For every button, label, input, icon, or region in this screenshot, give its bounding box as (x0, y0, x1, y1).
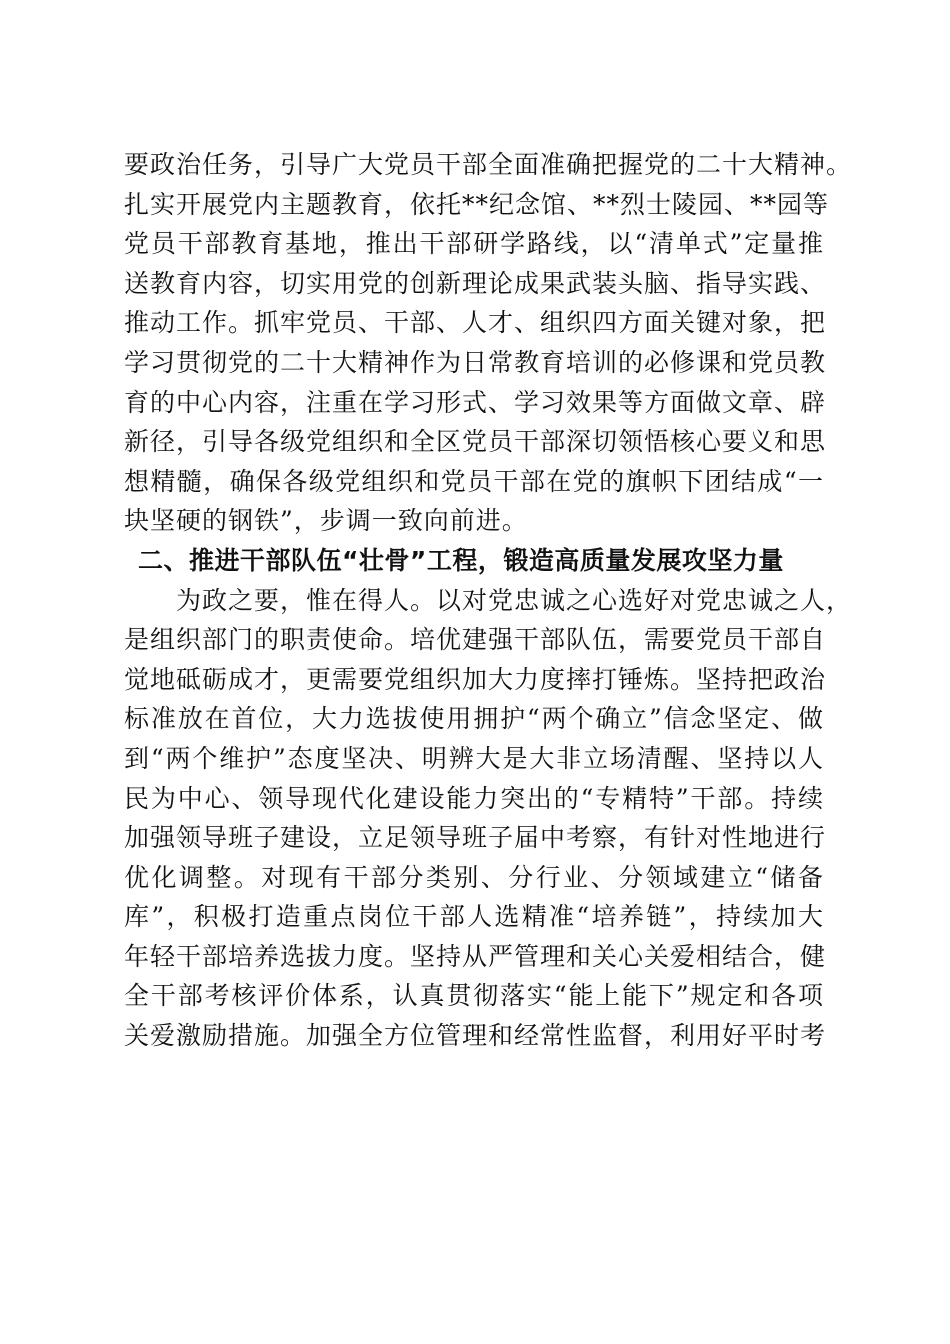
text-line: 党员干部教育基地，推出干部研学路线，以“清单式”定量推 (124, 229, 824, 259)
text-line: 关爱激励措施。加强全方位管理和经常性监督，利用好平时考 (124, 1021, 827, 1051)
text-line: 年轻干部培养选拔力度。坚持从严管理和关心关爱相结合，健 (124, 941, 827, 971)
text-line: 为政之要，惟在得人。以对党忠诚之心选好对党忠诚之人， (176, 585, 853, 615)
text-line: 优化调整。对现有干部分类别、分行业、分领域建立“储备 (124, 862, 824, 892)
text-line: 加强领导班子建设，立足领导班子届中考察，有针对性地进行 (124, 823, 827, 853)
text-line: 觉地砥砺成才，更需要党组织加大力度摔打锤炼。坚持把政治 (124, 664, 827, 694)
text-line: 块坚硬的钢铁”，步调一致向前进。 (124, 506, 528, 536)
text-line: 标准放在首位，大力选拔使用拥护“两个确立”信念坚定、做 (124, 704, 824, 734)
paragraph-section-two (124, 581, 853, 1056)
section-heading: 二、推进干部队伍“壮骨”工程，锻造高质量发展攻坚力量 (138, 545, 784, 575)
text-line: 新径，引导各级党组织和全区党员干部深切领悟核心要义和思 (124, 427, 827, 457)
text-line: 库”，积极打造重点岗位干部人选精准“培养链”，持续加大 (124, 902, 824, 932)
text-line: 送教育内容，切实用党的创新理论成果武装头脑、指导实践、 (124, 268, 827, 298)
document-page (124, 145, 853, 1056)
text-line: 到“两个维护”态度坚决、明辨大是大非立场清醒、坚持以人 (124, 743, 824, 773)
text-line: 推动工作。抓牢党员、干部、人才、组织四方面关键对象，把 (124, 308, 827, 338)
text-line: 要政治任务，引导广大党员干部全面准确把握党的二十大精神。 (124, 150, 853, 179)
text-line: 想精髓，确保各级党组织和党员干部在党的旗帜下团结成“一 (124, 466, 824, 496)
text-line: 扎实开展党内主题教育，依托**纪念馆、**烈士陵园、**园等 (124, 189, 830, 219)
paragraph-continued (124, 145, 853, 541)
text-line: 学习贯彻党的二十大精神作为日常教育培训的必修课和党员教 (124, 347, 827, 377)
text-line: 民为中心、领导现代化建设能力突出的“专精特”干部。持续 (124, 783, 824, 813)
text-line: 全干部考核评价体系，认真贯彻落实“能上能下”规定和各项 (124, 981, 824, 1011)
text-line: 育的中心内容，注重在学习形式、学习效果等方面做文章、辟 (124, 387, 827, 417)
text-line: 是组织部门的职责使命。培优建强干部队伍，需要党员干部自 (124, 625, 827, 655)
